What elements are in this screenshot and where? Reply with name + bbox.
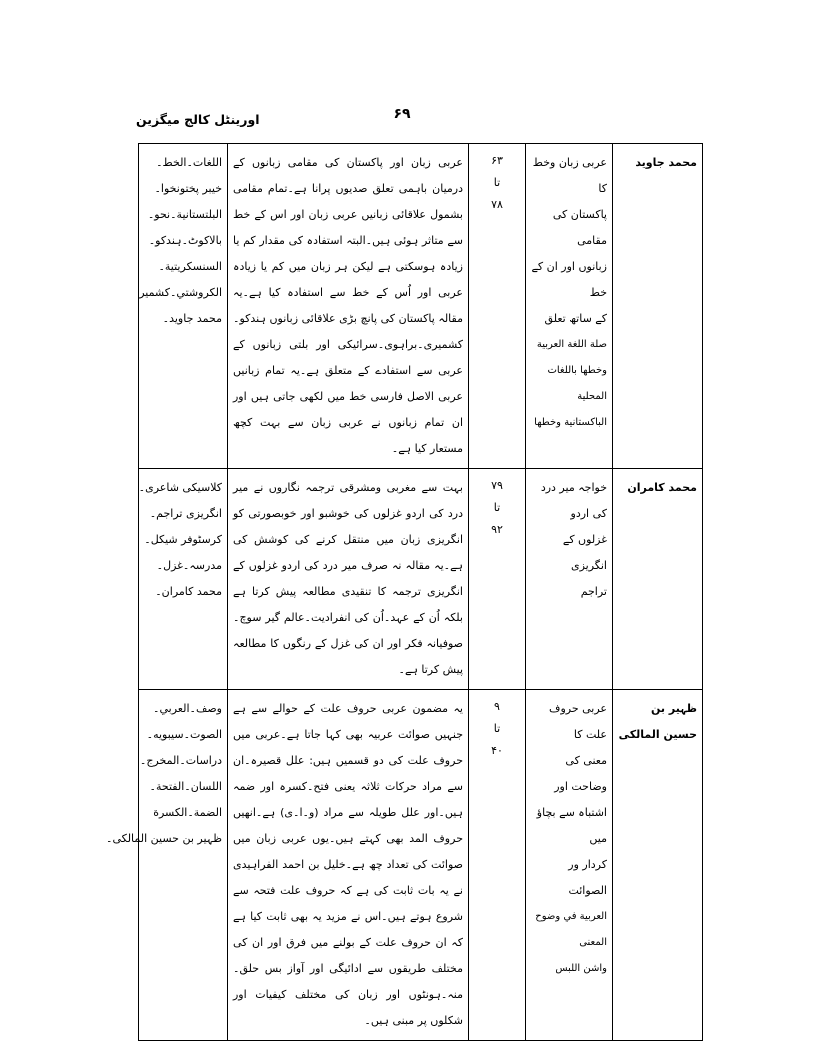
author-cell: محمد جاوید — [613, 144, 703, 469]
keywords-cell — [139, 469, 228, 690]
keyword: اللغات۔الخط۔ — [156, 156, 222, 169]
author-cell: محمد کامران — [613, 469, 703, 690]
page-from: ۶۳ — [491, 154, 503, 167]
title-line: تراجم — [580, 585, 607, 598]
keyword: کلاسیکی شاعری۔ — [138, 481, 222, 494]
summary-cell: بہت سے مغربی ومشرقی ترجمہ نگاروں نے میر درد کی اردو غزلوں کی خوشبو اور خوبصورتی کو انگریزی زبان میں منتقل کرنے کی کوشش کی ہے۔یہ مقالہ نہ صرف میر درد کی اردو غزلوں کے انگریزی ترجمہ کا تنقیدی مطالعہ پیش کرتا ہے بلکہ اُن کے عہد۔اُن کی انفرادیت۔عالم گیر سوچ۔صوفیانہ فکر اور ان کی غزل کے رنگوں کا مطالعہ پیش کرتا ہے۔ — [228, 469, 469, 690]
page-to-word: تا — [493, 501, 501, 514]
table-row — [139, 690, 703, 1041]
table-row — [139, 144, 703, 469]
title-line: خواجہ میر درد کی اردو — [540, 481, 607, 520]
author-cell: ظہیر بن حسین المالکی — [613, 690, 703, 1041]
title-line: الباکستانية وخطها — [534, 417, 607, 428]
journal-title: اورینٹل کالج میگزین — [136, 112, 260, 127]
title-line: عربی زبان وخط کا — [532, 156, 607, 195]
keyword: دراسات۔المخرج۔ — [139, 754, 222, 767]
page-from: ۹ — [494, 700, 500, 713]
keyword: البلتستانية۔نحو۔ — [147, 208, 222, 221]
title-cell — [526, 469, 613, 690]
title-line: صلة اللغة العربية — [536, 339, 607, 350]
pages-cell — [469, 144, 526, 469]
title-line: العربية في وضوح المعنى — [535, 911, 607, 948]
keywords-cell — [139, 144, 228, 469]
keyword: الكروشتي۔کشمیر — [139, 286, 222, 299]
keyword: اللسان۔الفتحة۔ — [149, 780, 222, 793]
title-cell — [526, 144, 613, 469]
keyword: خیبر پختونخوا۔ — [154, 182, 222, 195]
keyword: مدرسہ۔غزل۔ — [156, 559, 222, 572]
summary-cell: عربی زبان اور پاکستان کی مقامی زبانوں کے درمیان باہمی تعلق صدیوں پرانا ہے۔تمام مقامی بشمول علاقائی زبانیں عربی زبان اور اس کے خط سے متاثر ہوئی ہیں۔البتہ استفادہ کی مقدار کم یا زیادہ ہوسکتی ہے لیکن ہر زبان میں کم یا زیادہ عربی اور اُس کے خط سے استفادہ کیا ہے۔یہ مقالہ پاکستان کی پانچ بڑی علاقائی زبانوں ہندکو۔کشمیری۔براہوی۔سرائیکی اور بلتی زبانوں کے عربی سے استفادے کے متعلق ہے۔یہ تمام زبانیں عربی الاصل فارسی خط میں لکھی جاتی ہیں اور ان تمام زبانوں نے عربی زبان سے بہت کچھ مستعار کیا ہے۔ — [228, 144, 469, 469]
title-line: پاکستان کی مقامی — [552, 208, 607, 247]
keyword: انگریزی تراجم۔ — [149, 507, 222, 520]
keyword: ظہیر بن حسین المالکی۔ — [106, 832, 222, 845]
keywords-cell — [106, 690, 228, 1041]
page-from: ۷۹ — [491, 479, 503, 492]
keyword: الضمة۔الكسرة — [153, 806, 222, 819]
keyword: الصوت۔سيبويه۔ — [146, 728, 222, 741]
keyword: السنسکريتية۔ — [158, 260, 222, 273]
keyword: وصف۔العربي۔ — [153, 702, 222, 715]
page-to-word: تا — [493, 176, 501, 189]
keyword: بالاکوٹ۔ہندکو۔ — [148, 234, 222, 247]
page-to: ۷۸ — [491, 198, 503, 211]
page-to-word: تا — [493, 722, 501, 735]
table-row — [139, 469, 703, 690]
article-index-table — [106, 143, 703, 1041]
title-line: کردار ور الصوائت — [568, 858, 607, 897]
title-line: زبانوں اور ان کے خط — [531, 260, 607, 299]
summary-cell: یہ مضمون عربی حروف علت کے حوالے سے ہے جنہیں صوائت عربیہ بھی کہا جاتا ہے۔عربی میں حروف علت کی دو قسمیں ہیں: علل قصیرہ۔ان سے مراد حرکات ثلاثہ یعنی فتح۔کسرہ اور ضمہ ہیں۔اور علل طویلہ سے مراد (و۔ا۔ی) ہے۔انھیں حروف المد بھی کہتے ہیں۔یوں عربی زبان میں صوائت کی تعداد چھ ہے۔خلیل بن احمد الفراہیدی نے یہ بات ثابت کی ہے کہ حروف علت فتحہ سے شروع ہوتے ہیں۔اس نے مزید یہ بھی ثابت کیا ہے کہ ان حروف علت کے بولنے میں فرق اور ان کی مختلف طریقوں سے ادائیگی اور آواز بس حلق۔منہ۔ہونٹوں اور زبان کی مختلف کیفیات اور شکلوں پر مبنی ہیں۔ — [228, 690, 469, 1041]
pages-cell — [469, 469, 526, 690]
page-to: ۴۰ — [491, 744, 503, 757]
title-line: اشتباہ سے بچاؤ میں — [536, 806, 607, 845]
title-line: غزلوں کے انگریزی — [562, 533, 607, 572]
keyword: محمد جاوید۔ — [162, 312, 222, 325]
title-line: عربی حروف علت کا — [549, 702, 607, 741]
title-line: وخطها باللغات المحلية — [547, 365, 607, 402]
title-line: واشن اللبس — [555, 963, 607, 974]
title-line: معنی کی وضاحت اور — [554, 754, 607, 793]
title-line: کے ساتھ تعلق — [544, 312, 607, 325]
page-to: ۹۲ — [491, 523, 503, 536]
page-number: ۶۹ — [393, 106, 411, 122]
keyword: محمد کامران۔ — [155, 585, 222, 598]
pages-cell — [469, 690, 526, 1041]
title-cell — [526, 690, 613, 1041]
keyword: کرسٹوفر شیکل۔ — [144, 533, 222, 546]
